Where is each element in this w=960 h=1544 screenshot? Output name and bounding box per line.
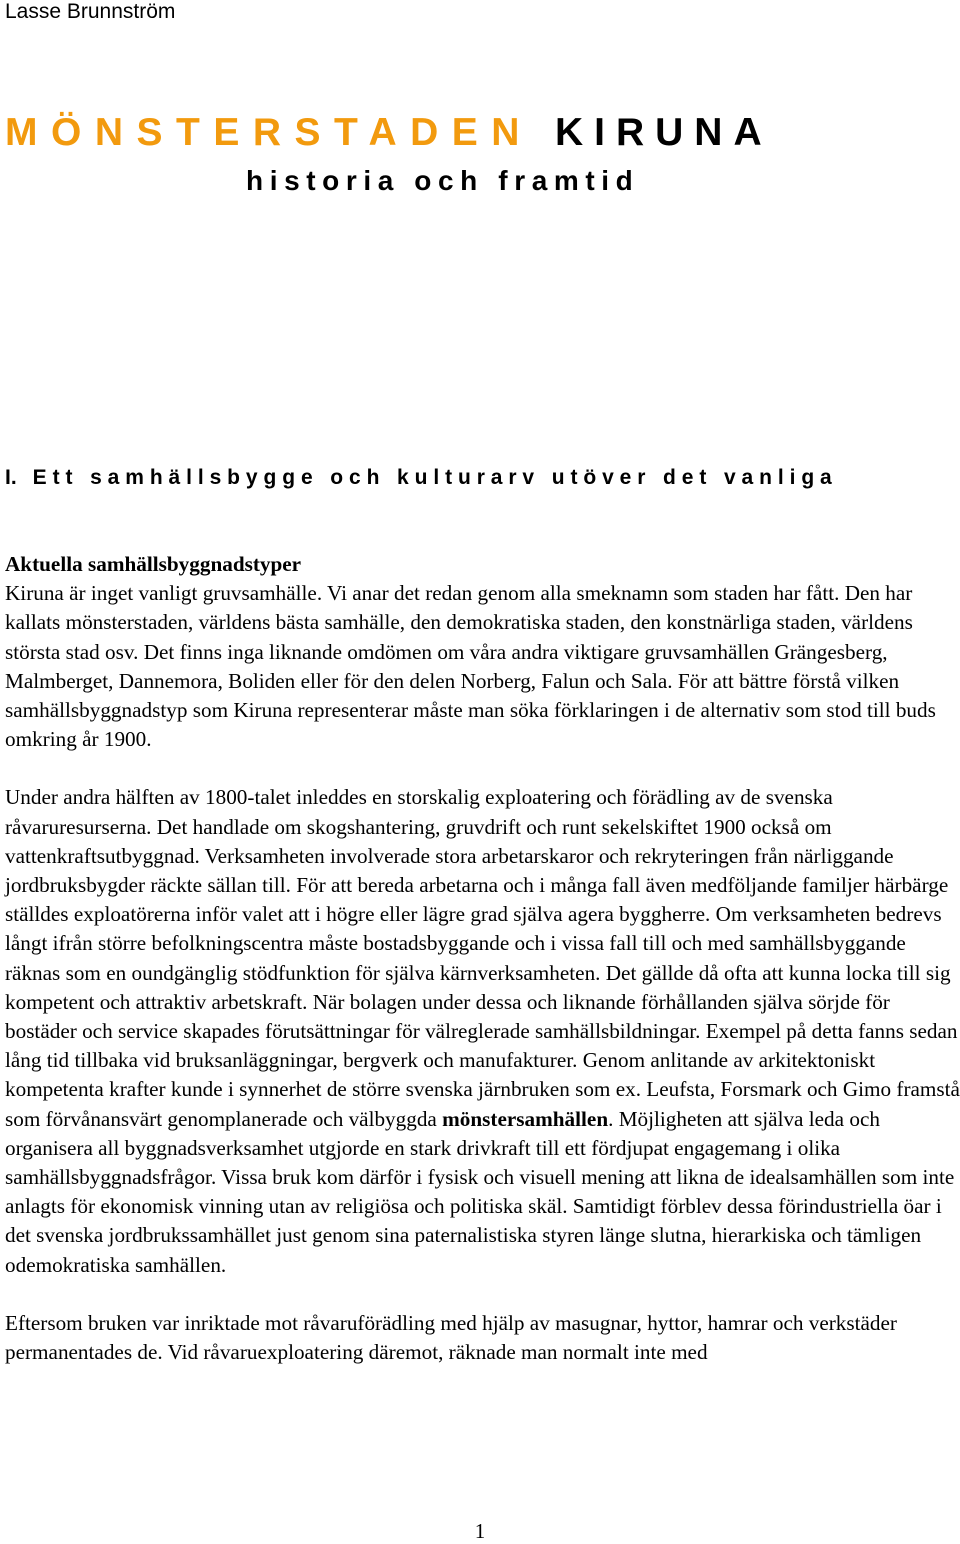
section-number: I. — [5, 466, 17, 489]
section-title: Ett samhällsbygge och kulturarv utöver det vanliga — [32, 466, 838, 489]
section-heading — [5, 465, 838, 491]
document-title — [5, 108, 955, 158]
paragraph-1: Kiruna är inget vanligt gruvsamhälle. Vi anar det redan genom alla smeknamn som staden har fått. Den har kallats mönsterstaden, världens bästa samhälle, den demokratiska staden, den konstnärliga staden, världens största stad osv. Det finns inga liknande omdömen om våra andra viktigare gruvsamhällen Grängesberg, Malmberget, Dannemora, Boliden eller för den delen Norberg, Falun och Sala. För att bättre förstå vilken samhällsbyggnadstyp som Kiruna representerar måste man söka förklaringen i de alternativ som stod till buds omkring år 1900. — [5, 581, 936, 752]
title-kiruna: KIRUNA — [554, 111, 773, 154]
author-name: Lasse Brunnström — [5, 0, 176, 23]
paragraph-2-text-b: . Möjligheten att själva leda och organisera all byggnadsverksamhet utgjorde en stark drivkraft till ett fördjupat engagemang i olika samhällsbyggnadsfrågor. Vissa bruk kom därför i fysisk och visuell mening att likna de idealsamhällen som inte anlagts för ekonomisk vinning utan av religiösa och politiska skäl. Samtidigt förblev dessa förindustriella öar i det svenska jordbrukssamhället just genom sina paternalistiska styren länge slutna, hierarkiska och tämligen odemokratiska samhällen. — [5, 1106, 955, 1277]
title-monsterstaden: MÖNSTERSTADEN — [5, 111, 533, 154]
body-text — [5, 550, 960, 1396]
document-subtitle: historia och framtid — [246, 165, 640, 196]
paragraph-2 — [5, 783, 960, 1279]
paragraph-2-bold-term: mönstersamhällen — [442, 1106, 609, 1131]
subheading: Aktuella samhällsbyggnadstyper — [5, 552, 302, 576]
paragraph-3: Eftersom bruken var inriktade mot råvaruförädling med hjälp av masugnar, hyttor, hamrar och verkstäder permanentades de. Vid råvaruexploatering däremot, räknade man normalt inte med — [5, 1310, 897, 1365]
page-number: 1 — [474, 1519, 486, 1543]
paragraph-2-text-a: Under andra hälften av 1800-talet inleddes en storskalig exploatering och förädling av de svenska råvaruresurserna. Det handlade om skogshantering, gruvdrift och runt sekelskiftet 1900 också om vattenkraftsutbyggnad. Verksamheten involverade stora arbetarskaror och rekryteringen från närliggande jordbruksbygder räckte sällan till. För att bereda arbetarna och i många fall även medföljande familjer härbärge ställdes exploatörerna inför valet att i högre eller lägre grad själva agera byggherre. Om verksamheten bedrevs långt ifrån större befolkningscentra måste bostadsbyggande och i vissa fall till och med samhällsbyggande räknas som en oundgänglig stödfunktion för själva kärnverksamheten. Det gällde då ofta att kunna locka till sig kompetent och attraktiv arbetskraft. När bolagen under dessa och liknande förhållanden själva sörjde för bostäder och service skapades förutsättningar för välreglerade samhällsbildningar. Exempel på detta fanns sedan lång tid tillbaka vid bruksanläggningar, bergverk och manufakturer. Genom anlitande av arkitektoniskt kompetenta krafter kunde i synnerhet de större svenska järnbruken som ex. Leufsta, Forsmark och Gimo framstå som förvånansvärt genomplanerade och välbyggda — [5, 785, 960, 1131]
